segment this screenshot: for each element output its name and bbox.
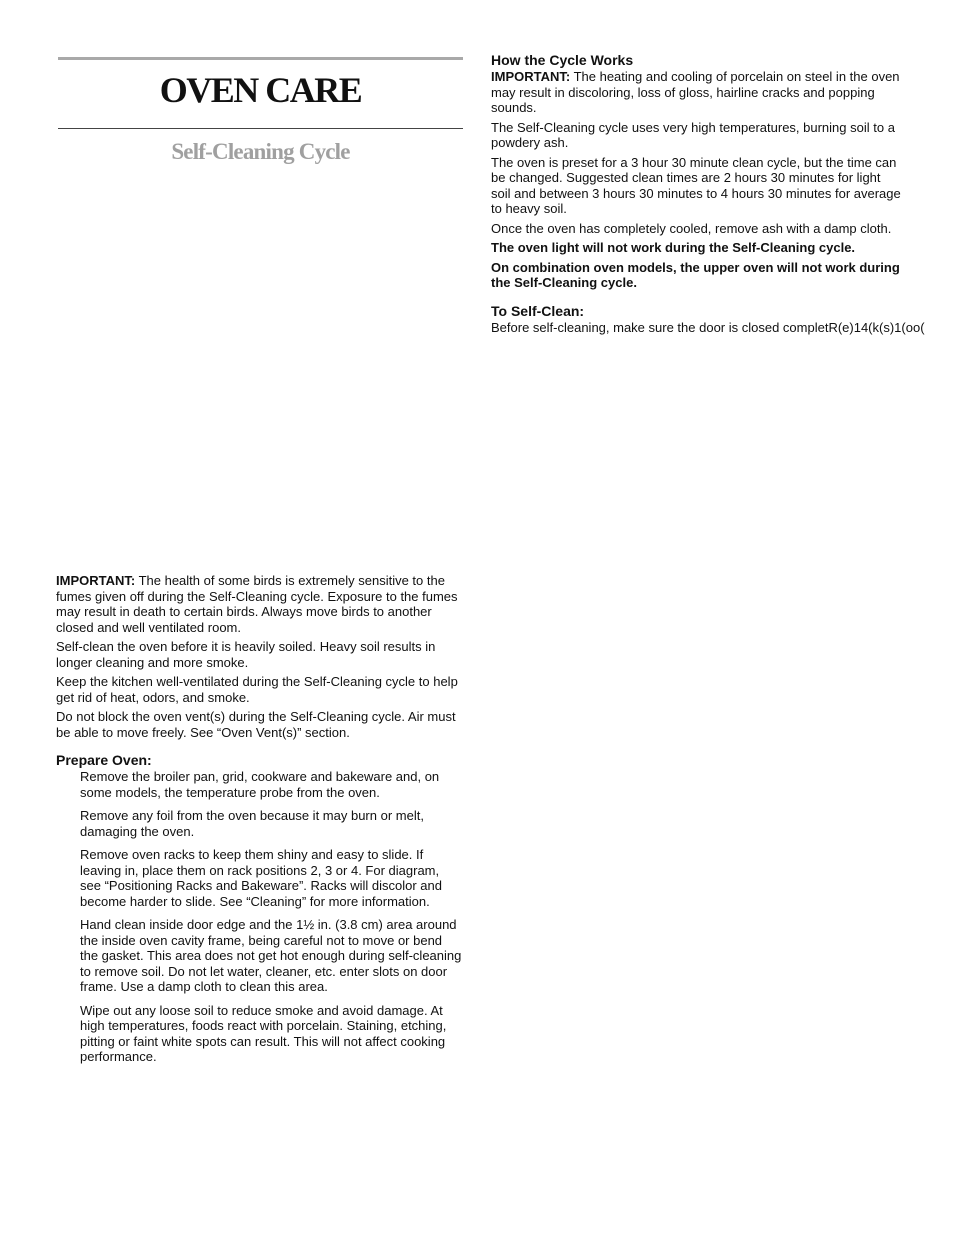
bold-note: The oven light will not work during the Self-Cleaning cycle. [491,240,856,255]
list-item: Remove oven racks to keep them shiny and easy to slide. If leaving in, place them on rack positions 2, 3 or 4. For diagram, see “Positioning Racks and Bakeware”. Racks will discolor and become harder to slide. See “Cleaning” for more information. [80,847,442,909]
list-item: Remove the broiler pan, grid, cookware and bakeware and, on some models, the temperature probe from the oven. [80,769,440,800]
right-column [491,52,925,339]
list-item: Hand clean inside door edge and the 1½ in. (3.8 cm) area around the inside oven cavity frame, being careful not to move or bend the gasket. This area does not get hot enough during self-cleaning to remove soil. Do not let water, cleaner, etc. enter slots on door frame. Use a damp cloth to clean this area. [80,917,462,994]
paragraph: Keep the kitchen well-ventilated during the Self-Cleaning cycle to help get rid of heat, odors, and smoke. [56,674,458,705]
paragraph: The Self-Cleaning cycle uses very high temperatures, burning soil to a powdery ash. [491,119,895,150]
cycle-heading: How the Cycle Works [491,52,634,68]
prepare-oven-heading: Prepare Oven: [56,752,152,768]
prepare-oven-list [56,769,463,1065]
paragraph: Self-clean the oven before it is heavily soiled. Heavy soil results in longer cleaning and more smoke. [56,639,436,670]
paragraph: The oven is preset for a 3 hour 30 minute clean cycle, but the time can be changed. Suggested clean times are 2 hours 30 minutes for light soil and between 3 hours 30 minutes to 4 hours 30 minutes for average to heavy soil. [491,154,901,216]
paragraph: Once the oven has completely cooled, remove ash with a damp cloth. [491,220,892,236]
list-item: Wipe out any loose soil to reduce smoke and avoid damage. At high temperatures, foods react with porcelain. Staining, etching, pitting or faint white spots can result. This will not affect cooking performance. [80,1002,447,1064]
list-item: Remove any foil from the oven because it may burn or melt, damaging the oven. [80,808,424,839]
important-label: IMPORTANT: [56,573,136,588]
title-top-rule [58,57,463,60]
birds-warning [56,573,463,635]
porcelain-warning [491,69,901,116]
self-clean-text: Before self-cleaning, make sure the door is closed completR(e)14(k(s)1(oo( [491,319,925,335]
bold-note: On combination oven models, the upper oven will not work during the Self-Cleaning cycle. [491,259,900,290]
self-clean-heading: To Self-Clean: [491,302,585,319]
left-column [56,573,463,1073]
important-text: The health of some birds is extremely sensitive to the fumes given off during the Self-Cleaning cycle. Exposure to the fumes may result in death to certain birds. Always move birds to another closed and well ventilated room. [56,573,458,635]
title-divider [58,128,463,129]
section-subtitle: Self-Cleaning Cycle [171,139,350,164]
important-text: The heating and cooling of porcelain on steel in the oven may result in discoloring, loss of gloss, hairline cracks and popping sounds. [491,69,900,115]
important-label: IMPORTANT: [491,69,571,84]
page-title: OVEN CARE [159,70,362,110]
paragraph: Do not block the oven vent(s) during the Self-Cleaning cycle. Air must be able to move freely. See “Oven Vent(s)” section. [56,709,456,740]
